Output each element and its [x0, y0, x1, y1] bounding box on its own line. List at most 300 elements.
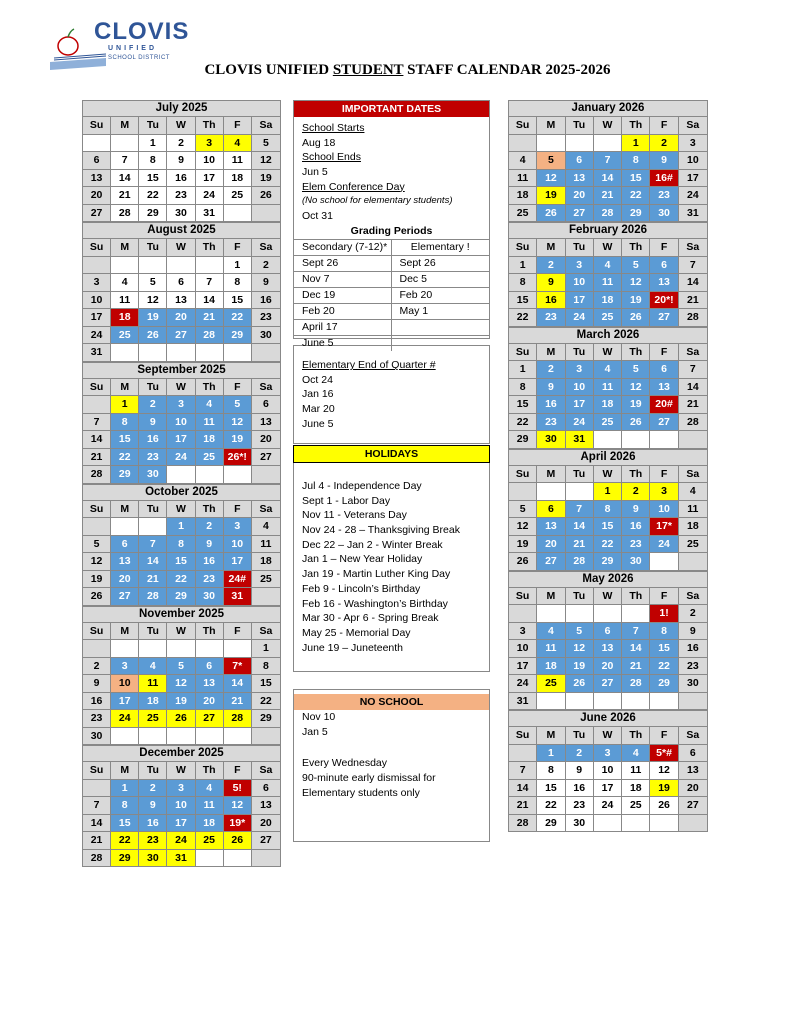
day-cell: 9: [139, 414, 167, 432]
day-cell: 21: [509, 797, 537, 815]
day-header: W: [167, 501, 195, 519]
day-cell: 15: [594, 518, 622, 536]
day-cell: 18: [509, 187, 537, 205]
day-cell: [622, 815, 650, 833]
day-cell: 30: [167, 205, 195, 223]
day-cell: 11: [679, 501, 707, 519]
day-cell: 6: [83, 152, 111, 170]
day-header: Sa: [679, 727, 707, 745]
day-cell: 16: [679, 640, 707, 658]
day-header: Sa: [252, 623, 280, 641]
elementary-only-note: Elementary students only: [302, 786, 420, 799]
day-cell: 18: [622, 780, 650, 798]
day-cell: 20: [594, 658, 622, 676]
day-cell: 8: [622, 152, 650, 170]
day-header: F: [650, 727, 678, 745]
day-cell: 5: [252, 135, 280, 153]
day-cell: 27: [650, 309, 678, 327]
quarter-box: [293, 345, 490, 444]
day-cell: 25: [509, 205, 537, 223]
day-cell: [650, 553, 678, 571]
conference-day-date: Oct 31: [302, 210, 333, 223]
day-cell: 16#: [650, 170, 678, 188]
day-cell: 23: [679, 658, 707, 676]
early-dismissal-note: 90-minute early dismissal for: [302, 772, 436, 785]
day-cell: 14: [509, 780, 537, 798]
day-header: M: [111, 762, 139, 780]
day-cell: 16: [537, 396, 565, 414]
day-cell: 30: [139, 850, 167, 868]
day-cell: 29: [167, 588, 195, 606]
day-cell: 28: [83, 850, 111, 868]
day-cell: 1: [537, 745, 565, 763]
day-cell: 27: [252, 449, 280, 467]
day-cell: 28: [679, 309, 707, 327]
day-cell: 25: [594, 414, 622, 432]
day-cell: [111, 344, 139, 362]
day-header: Tu: [566, 117, 594, 135]
day-cell: 21: [83, 449, 111, 467]
day-cell: 19: [83, 571, 111, 589]
day-cell: [111, 257, 139, 275]
month-block: [82, 745, 281, 867]
day-cell: 4: [196, 780, 224, 798]
day-cell: 5!: [224, 780, 252, 798]
day-cell: [167, 257, 195, 275]
day-cell: 27: [196, 710, 224, 728]
day-cell: 16: [167, 170, 195, 188]
day-cell: 3: [566, 257, 594, 275]
day-cell: 1: [252, 640, 280, 658]
day-cell: 23: [196, 571, 224, 589]
day-cell: [111, 728, 139, 746]
month-name: April 2026: [509, 450, 707, 466]
day-cell: 19: [224, 431, 252, 449]
day-cell: 2: [139, 396, 167, 414]
day-cell: 8: [224, 274, 252, 292]
day-cell: 26: [139, 327, 167, 345]
day-cell: 12: [224, 414, 252, 432]
day-cell: 31: [196, 205, 224, 223]
day-cell: 9: [650, 152, 678, 170]
day-cell: [679, 815, 707, 833]
day-cell: 30: [196, 588, 224, 606]
day-cell: 30: [83, 728, 111, 746]
day-cell: 24: [679, 187, 707, 205]
day-cell: 16: [83, 693, 111, 711]
day-cell: 8: [252, 658, 280, 676]
day-cell: 18: [537, 658, 565, 676]
day-cell: 31: [509, 693, 537, 711]
day-cell: 27: [111, 588, 139, 606]
day-cell: 23: [622, 536, 650, 554]
grading-periods-title: Grading Periods: [350, 224, 433, 237]
day-cell: 2: [83, 658, 111, 676]
day-cell: 20: [566, 187, 594, 205]
day-cell: 28: [566, 553, 594, 571]
day-cell: 23: [139, 449, 167, 467]
day-cell: 28: [679, 414, 707, 432]
day-cell: 30: [622, 553, 650, 571]
month-grid: [509, 588, 707, 711]
day-cell: 5*#: [650, 745, 678, 763]
day-cell: 22: [111, 832, 139, 850]
day-cell: 6: [566, 152, 594, 170]
day-cell: 8: [650, 623, 678, 641]
day-header: Su: [509, 727, 537, 745]
day-cell: 12: [83, 553, 111, 571]
day-header: Su: [83, 379, 111, 397]
day-cell: 8: [509, 274, 537, 292]
day-cell: 24: [83, 327, 111, 345]
day-cell: 31: [167, 850, 195, 868]
holiday-item: Nov 11 - Veterans Day: [302, 509, 407, 522]
day-cell: 9: [566, 762, 594, 780]
day-cell: 24: [111, 710, 139, 728]
day-header: Th: [622, 117, 650, 135]
day-cell: [196, 257, 224, 275]
day-cell: 7: [622, 623, 650, 641]
day-cell: 9: [196, 536, 224, 554]
day-cell: 12: [650, 762, 678, 780]
day-header: W: [167, 379, 195, 397]
day-cell: [509, 745, 537, 763]
day-cell: [566, 483, 594, 501]
day-header: Sa: [679, 344, 707, 362]
day-header: Tu: [566, 588, 594, 606]
day-cell: 12: [224, 797, 252, 815]
day-cell: 4: [594, 361, 622, 379]
grading-cell: Dec 5: [392, 271, 490, 287]
day-header: Th: [622, 588, 650, 606]
day-cell: 26: [252, 187, 280, 205]
day-cell: 3: [650, 483, 678, 501]
day-cell: 6: [111, 536, 139, 554]
day-cell: 18: [224, 170, 252, 188]
day-cell: 14: [622, 640, 650, 658]
day-header: F: [224, 762, 252, 780]
day-cell: 11: [622, 762, 650, 780]
month-grid: [83, 117, 280, 222]
day-cell: 21: [622, 658, 650, 676]
month-grid: [83, 379, 280, 484]
month-name: December 2025: [83, 746, 280, 762]
day-cell: 10: [196, 152, 224, 170]
holiday-item: Jul 4 - Independence Day: [302, 480, 422, 492]
day-cell: 5: [537, 152, 565, 170]
day-cell: 22: [509, 309, 537, 327]
day-cell: 1: [509, 361, 537, 379]
day-cell: 16: [537, 292, 565, 310]
day-cell: 15: [224, 292, 252, 310]
month-block: [82, 100, 281, 222]
month-name: July 2025: [83, 101, 280, 117]
day-header: Sa: [679, 117, 707, 135]
day-cell: 20: [196, 693, 224, 711]
day-cell: 10: [167, 797, 195, 815]
day-cell: 10: [83, 292, 111, 310]
day-header: Th: [622, 727, 650, 745]
day-cell: 5: [139, 274, 167, 292]
month-block: [82, 484, 281, 606]
day-cell: 10: [509, 640, 537, 658]
day-cell: 29: [509, 431, 537, 449]
day-cell: 14: [566, 518, 594, 536]
day-cell: 16: [622, 518, 650, 536]
day-cell: 8: [111, 797, 139, 815]
grading-cell: Feb 20: [392, 287, 490, 303]
day-cell: 17: [83, 309, 111, 327]
day-cell: 12: [167, 675, 195, 693]
school-ends-label: School Ends: [302, 151, 361, 164]
day-cell: 17: [594, 780, 622, 798]
day-cell: 26: [167, 710, 195, 728]
day-header: Sa: [252, 379, 280, 397]
day-header: Su: [509, 588, 537, 606]
day-cell: 19: [622, 292, 650, 310]
day-cell: [509, 605, 537, 623]
month-grid: [83, 501, 280, 606]
day-cell: 16: [196, 553, 224, 571]
grading-cell: May 1: [392, 303, 490, 319]
day-cell: 21: [594, 187, 622, 205]
day-cell: 4: [252, 518, 280, 536]
day-cell: 1: [509, 257, 537, 275]
day-cell: 8: [111, 414, 139, 432]
day-cell: 28: [509, 815, 537, 833]
day-cell: 13: [111, 553, 139, 571]
day-cell: [196, 466, 224, 484]
day-header: M: [537, 588, 565, 606]
day-cell: 13: [566, 170, 594, 188]
month-name: June 2026: [509, 711, 707, 727]
day-cell: 3: [566, 361, 594, 379]
quarter-date: Mar 20: [302, 403, 335, 416]
grading-cell: Sept 26: [392, 255, 490, 271]
grading-cell: April 17: [294, 319, 392, 335]
day-cell: 13: [594, 640, 622, 658]
day-header: Su: [509, 239, 537, 257]
month-grid: [509, 727, 707, 832]
day-header: Th: [622, 344, 650, 362]
day-cell: 25: [111, 327, 139, 345]
day-cell: [224, 344, 252, 362]
day-cell: 3: [167, 396, 195, 414]
day-cell: 7: [679, 361, 707, 379]
day-cell: 12: [566, 640, 594, 658]
day-cell: 11: [224, 152, 252, 170]
day-cell: 2: [622, 483, 650, 501]
day-header: W: [594, 588, 622, 606]
month-name: September 2025: [83, 363, 280, 379]
day-cell: [83, 518, 111, 536]
day-header: W: [594, 239, 622, 257]
day-header: Th: [196, 623, 224, 641]
grading-cell: Nov 7: [294, 271, 392, 287]
day-cell: 10: [111, 675, 139, 693]
school-starts-label: School Starts: [302, 122, 365, 134]
day-cell: 23: [537, 309, 565, 327]
title-part2: STUDENT: [332, 62, 404, 78]
day-cell: 4: [594, 257, 622, 275]
day-cell: 24: [566, 414, 594, 432]
day-cell: 19: [139, 309, 167, 327]
day-header: Su: [83, 117, 111, 135]
day-cell: 5: [224, 396, 252, 414]
day-header: Su: [83, 623, 111, 641]
day-cell: 21: [196, 309, 224, 327]
month-block: [508, 222, 708, 327]
day-cell: 19*: [224, 815, 252, 833]
day-cell: 6: [167, 274, 195, 292]
grading-col-elementary: Elementary !: [392, 239, 490, 255]
day-cell: 10: [566, 379, 594, 397]
day-cell: 13: [650, 274, 678, 292]
day-header: Tu: [566, 727, 594, 745]
day-cell: [83, 396, 111, 414]
day-header: M: [111, 501, 139, 519]
day-cell: [167, 344, 195, 362]
day-cell: [594, 431, 622, 449]
month-grid: [509, 117, 707, 222]
day-cell: 13: [252, 414, 280, 432]
no-school-box: [293, 689, 490, 842]
day-cell: [509, 483, 537, 501]
day-header: Su: [509, 117, 537, 135]
month-name: November 2025: [83, 607, 280, 623]
day-cell: 10: [650, 501, 678, 519]
day-header: W: [167, 117, 195, 135]
quarter-title: Elementary End of Quarter #: [302, 359, 436, 371]
day-header: M: [111, 379, 139, 397]
day-cell: 22: [509, 414, 537, 432]
day-cell: 5: [566, 623, 594, 641]
day-cell: 18: [139, 693, 167, 711]
day-cell: 7: [509, 762, 537, 780]
month-grid: [83, 239, 280, 362]
day-cell: [650, 815, 678, 833]
day-cell: 24: [650, 536, 678, 554]
day-cell: 28: [224, 710, 252, 728]
month-name: October 2025: [83, 485, 280, 501]
day-cell: 15: [139, 170, 167, 188]
day-cell: 27: [252, 832, 280, 850]
day-cell: 2: [537, 257, 565, 275]
left-calendar-column: [82, 100, 281, 867]
day-cell: 20: [679, 780, 707, 798]
day-cell: 26: [650, 797, 678, 815]
day-cell: 2: [167, 135, 195, 153]
day-cell: 11: [252, 536, 280, 554]
day-cell: [566, 605, 594, 623]
day-cell: 12: [139, 292, 167, 310]
day-cell: 9: [83, 675, 111, 693]
day-cell: 1: [111, 780, 139, 798]
day-cell: 25: [622, 797, 650, 815]
school-ends-date: Jun 5: [302, 166, 328, 179]
day-cell: 24: [509, 675, 537, 693]
day-cell: 7: [679, 257, 707, 275]
day-cell: 9: [139, 797, 167, 815]
day-cell: 11: [594, 274, 622, 292]
day-cell: 16: [139, 431, 167, 449]
day-header: Th: [196, 501, 224, 519]
day-cell: 14: [111, 170, 139, 188]
day-cell: [111, 518, 139, 536]
day-cell: 25: [139, 710, 167, 728]
day-cell: 12: [509, 518, 537, 536]
day-cell: 10: [167, 414, 195, 432]
day-cell: 4: [509, 152, 537, 170]
day-cell: 18: [252, 553, 280, 571]
month-block: [508, 449, 708, 571]
day-cell: 1: [139, 135, 167, 153]
day-cell: 2: [650, 135, 678, 153]
day-cell: 5: [509, 501, 537, 519]
day-cell: 1: [111, 396, 139, 414]
important-dates-box: [293, 100, 490, 349]
day-header: F: [650, 466, 678, 484]
day-cell: 24: [594, 797, 622, 815]
day-cell: 13: [650, 379, 678, 397]
title-part1: CLOVIS UNIFIED: [204, 62, 333, 78]
day-cell: 11: [594, 379, 622, 397]
day-cell: [594, 605, 622, 623]
day-cell: 30: [566, 815, 594, 833]
day-cell: 30: [650, 205, 678, 223]
day-header: Tu: [139, 117, 167, 135]
day-header: Tu: [566, 344, 594, 362]
day-cell: 25: [252, 571, 280, 589]
day-cell: 30: [139, 466, 167, 484]
holiday-item: Dec 22 – Jan 2 - Winter Break: [302, 538, 443, 551]
day-cell: [196, 640, 224, 658]
day-cell: 13: [679, 762, 707, 780]
day-cell: 9: [537, 274, 565, 292]
day-cell: 21: [111, 187, 139, 205]
day-cell: [83, 135, 111, 153]
day-cell: 5: [622, 257, 650, 275]
grading-cell: Feb 20: [294, 303, 392, 319]
day-cell: 3: [83, 274, 111, 292]
day-cell: 30: [252, 327, 280, 345]
day-cell: 23: [139, 832, 167, 850]
day-cell: [537, 605, 565, 623]
day-header: Sa: [679, 588, 707, 606]
day-cell: 14: [594, 170, 622, 188]
day-header: Tu: [139, 501, 167, 519]
day-header: Tu: [139, 623, 167, 641]
day-cell: 28: [83, 466, 111, 484]
day-cell: [679, 553, 707, 571]
quarter-date: June 5: [302, 417, 334, 430]
day-cell: 19: [537, 187, 565, 205]
day-cell: [537, 483, 565, 501]
logo-school-district: SCHOOL DISTRICT: [108, 55, 170, 61]
quarter-date: Oct 24: [302, 373, 333, 386]
day-header: W: [594, 466, 622, 484]
day-cell: 15: [537, 780, 565, 798]
day-cell: 29: [111, 466, 139, 484]
day-cell: 14: [83, 431, 111, 449]
day-cell: 17: [566, 396, 594, 414]
day-header: F: [224, 239, 252, 257]
month-block: [82, 362, 281, 484]
day-cell: 29: [139, 205, 167, 223]
day-cell: 6: [196, 658, 224, 676]
day-cell: 22: [224, 309, 252, 327]
day-cell: 19: [509, 536, 537, 554]
